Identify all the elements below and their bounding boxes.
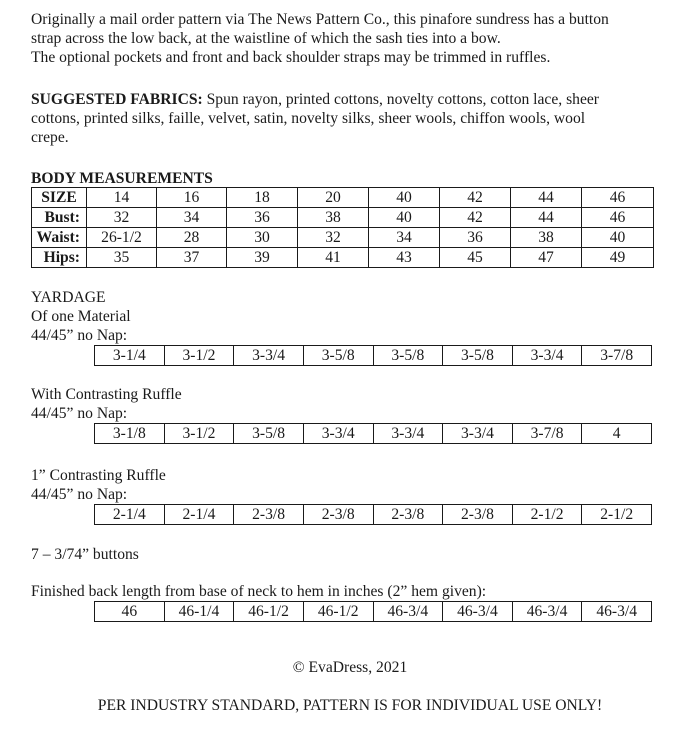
back-length-cell: 46-3/4 — [582, 602, 652, 622]
intro-paragraph — [31, 10, 691, 67]
back-length-label: Finished back length from base of neck to hem in inches (2” hem given): — [31, 583, 487, 600]
measurement-cell: 20 — [298, 188, 369, 208]
yardage-title: YARDAGE — [31, 289, 106, 306]
value-row — [95, 346, 652, 366]
measurement-cell: 36 — [440, 228, 511, 248]
measurement-row-label: SIZE — [32, 188, 87, 208]
yardage-cell: 2-1/2 — [582, 505, 652, 525]
measurement-cell: 37 — [157, 248, 227, 268]
yardage-cell: 3-3/4 — [234, 346, 304, 366]
body-measurements-title: BODY MEASUREMENTS — [31, 170, 213, 187]
suggested-fabrics-paragraph — [31, 90, 691, 147]
yardage-cell: 2-1/4 — [95, 505, 165, 525]
measurement-row — [32, 228, 654, 248]
yardage-cell: 3-7/8 — [512, 424, 582, 444]
fabrics-line: crepe. — [31, 129, 69, 146]
measurement-cell: 44 — [511, 208, 582, 228]
yardage-one-inch-ruffle-table — [94, 504, 652, 525]
yardage-cell: 3-1/4 — [95, 346, 165, 366]
yardage-cell: 3-5/8 — [234, 424, 304, 444]
fabrics-line: cottons, printed silks, faille, velvet, satin, novelty silks, sheer wools, chiffon wools, wool — [31, 110, 586, 127]
measurement-row-label: Bust: — [32, 208, 87, 228]
back-length-cell: 46-1/2 — [303, 602, 373, 622]
yardage-contrasting-ruffle-table — [94, 423, 652, 444]
yardage-one-inch-ruffle-nap: 44/45” no Nap: — [31, 486, 128, 503]
measurement-cell: 44 — [511, 188, 582, 208]
yardage-cell: 2-1/4 — [164, 505, 234, 525]
measurement-cell: 42 — [440, 208, 511, 228]
measurement-cell: 38 — [298, 208, 369, 228]
yardage-cell: 3-1/2 — [164, 424, 234, 444]
back-length-cell: 46-3/4 — [512, 602, 582, 622]
measurement-cell: 46 — [582, 208, 654, 228]
yardage-cell: 3-3/4 — [443, 424, 513, 444]
yardage-cell: 2-3/8 — [234, 505, 304, 525]
measurement-cell: 39 — [227, 248, 298, 268]
yardage-cell: 4 — [582, 424, 652, 444]
yardage-cell: 2-3/8 — [373, 505, 443, 525]
yardage-cell: 3-5/8 — [303, 346, 373, 366]
yardage-one-material-nap: 44/45” no Nap: — [31, 327, 128, 344]
measurement-row — [32, 208, 654, 228]
measurement-cell: 47 — [511, 248, 582, 268]
measurement-cell: 34 — [157, 208, 227, 228]
intro-line: Originally a mail order pattern via The News Pattern Co., this pinafore sundress has a button — [31, 11, 609, 28]
yardage-contrasting-ruffle-nap: 44/45” no Nap: — [31, 405, 128, 422]
yardage-cell: 3-5/8 — [373, 346, 443, 366]
measurement-cell: 35 — [87, 248, 157, 268]
measurement-cell: 43 — [369, 248, 440, 268]
value-row — [95, 602, 652, 622]
back-length-cell: 46-1/2 — [234, 602, 304, 622]
yardage-cell: 2-3/8 — [443, 505, 513, 525]
measurement-cell: 32 — [87, 208, 157, 228]
yardage-one-inch-ruffle-label: 1” Contrasting Ruffle — [31, 467, 166, 484]
measurement-row-label: Hips: — [32, 248, 87, 268]
fabrics-text: Spun rayon, printed cottons, novelty cottons, cotton lace, sheer — [202, 91, 599, 108]
measurement-cell: 45 — [440, 248, 511, 268]
yardage-cell: 3-5/8 — [443, 346, 513, 366]
measurement-cell: 14 — [87, 188, 157, 208]
fabrics-line — [31, 90, 691, 109]
measurement-cell: 49 — [582, 248, 654, 268]
measurement-cell: 28 — [157, 228, 227, 248]
body-measurements-table — [31, 187, 654, 268]
buttons-note: 7 – 3/74” buttons — [31, 546, 139, 563]
measurement-cell: 40 — [369, 188, 440, 208]
value-row — [95, 424, 652, 444]
measurement-cell: 34 — [369, 228, 440, 248]
measurement-cell: 41 — [298, 248, 369, 268]
measurement-cell: 40 — [582, 228, 654, 248]
yardage-contrasting-ruffle-label: With Contrasting Ruffle — [31, 386, 182, 403]
yardage-cell: 3-7/8 — [582, 346, 652, 366]
yardage-cell: 3-3/4 — [512, 346, 582, 366]
measurement-row — [32, 248, 654, 268]
intro-line: The optional pockets and front and back shoulder straps may be trimmed in ruffles. — [31, 49, 551, 66]
yardage-cell: 3-3/4 — [303, 424, 373, 444]
measurement-cell: 36 — [227, 208, 298, 228]
measurement-cell: 30 — [227, 228, 298, 248]
value-row — [95, 505, 652, 525]
yardage-one-material-label: Of one Material — [31, 308, 131, 325]
back-length-cell: 46-3/4 — [443, 602, 513, 622]
yardage-cell: 3-1/2 — [164, 346, 234, 366]
measurement-cell: 32 — [298, 228, 369, 248]
measurement-cell: 38 — [511, 228, 582, 248]
measurement-cell: 18 — [227, 188, 298, 208]
measurement-cell: 16 — [157, 188, 227, 208]
measurement-row-label: Waist: — [32, 228, 87, 248]
measurement-cell: 40 — [369, 208, 440, 228]
individual-use-notice: PER INDUSTRY STANDARD, PATTERN IS FOR INDIVIDUAL USE ONLY! — [97, 697, 603, 714]
back-length-cell: 46 — [95, 602, 165, 622]
measurement-cell: 46 — [582, 188, 654, 208]
back-length-table — [94, 601, 652, 622]
yardage-cell: 3-3/4 — [373, 424, 443, 444]
measurement-cell: 42 — [440, 188, 511, 208]
measurement-cell: 26-1/2 — [87, 228, 157, 248]
intro-line: strap across the low back, at the waistline of which the sash ties into a bow. — [31, 30, 501, 47]
yardage-cell: 2-3/8 — [303, 505, 373, 525]
yardage-cell: 2-1/2 — [512, 505, 582, 525]
fabrics-label: SUGGESTED FABRICS: — [31, 91, 203, 108]
copyright: © EvaDress, 2021 — [292, 659, 408, 676]
measurement-row — [32, 188, 654, 208]
back-length-cell: 46-1/4 — [164, 602, 234, 622]
yardage-cell: 3-1/8 — [95, 424, 165, 444]
back-length-cell: 46-3/4 — [373, 602, 443, 622]
yardage-one-material-table — [94, 345, 652, 366]
